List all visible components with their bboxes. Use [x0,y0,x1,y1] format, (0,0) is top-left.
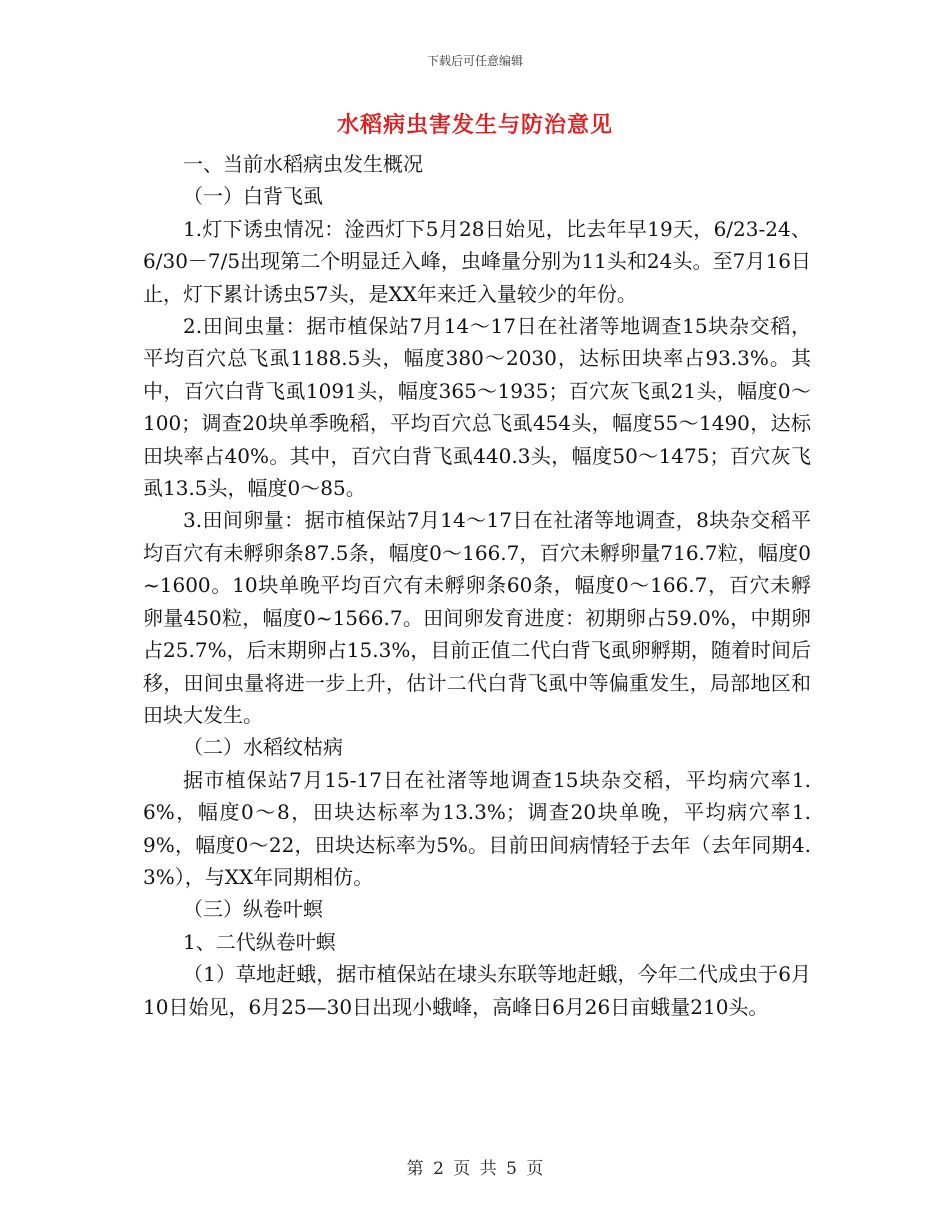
section-heading: 一、当前水稻病虫发生概况 [183,152,423,176]
body-paragraph: 据市植保站7月15-17日在社渚等地调查15块杂交稻，平均病穴率1.6%，幅度0～8，田块达标率为13.3%；调查20块单晚，平均病穴率1.9%，幅度0～22，田块达标率为5%。目前田间病情轻于去年（去年同期4.3%），与XX年同期相仿。 [143,767,811,889]
body-paragraph: 2.田间虫量：据市植保站7月14～17日在社渚等地调查15块杂交稻，平均百穴总飞虱1188.5头，幅度380～2030，达标田块率占93.3%。其中，百穴白背飞虱1091头，幅度365～1935；百穴灰飞虱21头，幅度0～100；调查20块单季晚稻，平均百穴总飞虱454头，幅度55～1490，达标田块率占40%。其中，百穴白背飞虱440.3头，幅度50～1475；百穴灰飞虱13.5头，幅度0～85。 [143,314,811,501]
document-body [143,148,811,1023]
body-paragraph: （1）草地赶蛾，据市植保站在埭头东联等地赶蛾，今年二代成虫于6月10日始见，6月25—30日出现小蛾峰，高峰日6月26日亩蛾量210头。 [143,962,811,1019]
subsection-heading: （一）白背飞虱 [183,184,323,209]
subsection-heading: （三）纵卷叶螟 [183,897,323,922]
page-number-footer: 第 2 页 共 5 页 [406,1159,544,1179]
subsection-heading: （二）水稻纹枯病 [183,735,343,760]
item-heading: 1、二代纵卷叶螟 [183,929,336,954]
body-paragraph: 1.灯下诱虫情况：淦西灯下5月28日始见，比去年早19天，6/23-24、6/30－7/5出现第二个明显迁入峰，虫峰量分别为11头和24头。至7月16日止，灯下累计诱虫57头，是XX年来迁入量较少的年份。 [143,216,811,306]
body-paragraph: 3.田间卵量：据市植保站7月14～17日在社渚等地调查，8块杂交稻平均百穴有未孵卵条87.5条，幅度0～166.7，百穴未孵卵量716.7粒，幅度0~1600。10块单晚平均百穴有未孵卵条60条，幅度0～166.7，百穴未孵卵量450粒，幅度0~1566.7。田间卵发育进度：初期卵占59.0%，中期卵占25.7%，后末期卵占15.3%，目前正值二代白背飞虱卵孵期，随着时间后移，田间虫量将进一步上升，估计二代白背飞虱中等偏重发生，局部地区和田块大发生。 [143,508,811,727]
page-header-note: 下载后可任意编辑 [426,54,523,68]
document-title: 水稻病虫害发生与防治意见 [336,112,613,138]
